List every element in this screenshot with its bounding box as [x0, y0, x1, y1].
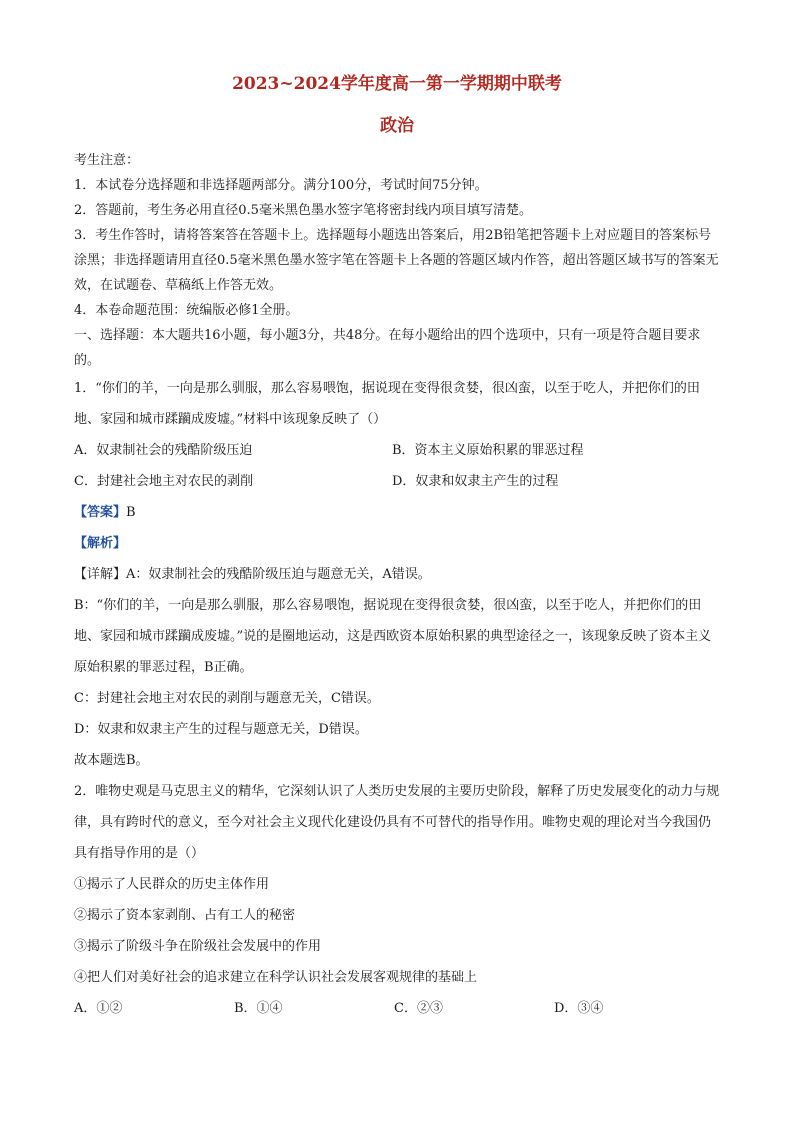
conclusion: 故本题选B。 [74, 753, 149, 768]
answer-line [74, 497, 720, 528]
notice-block [74, 148, 720, 373]
option-b: B．①④ [234, 1001, 283, 1016]
option-c: C．②③ [394, 1001, 443, 1016]
options-row [74, 993, 720, 1024]
notice-heading: 考生注意： [74, 153, 140, 168]
detail-tag: 【详解】 [74, 567, 127, 582]
detail-b: B：“你们的羊，一向是那么驯服，那么容易喂饱，据说现在变得很贪婪，很凶蛮，以至于吃人，并把你们的田地、家园和城市蹂躏成废墟。”说的是圈地运动，这是西欧资本原始积累的典型途径之一，该现象反映了资本主义原始积累的罪恶过程，B正确。 [74, 598, 712, 675]
analysis-line [74, 528, 720, 559]
detail-c: C：封建社会地主对农民的剥削与题意无关，C错误。 [74, 691, 380, 706]
option-a: A．奴隶制社会的残酷阶级压迫 [74, 443, 253, 458]
exam-title: 2023~2024学年度高一第一学期期中联考 [232, 74, 562, 94]
notice-item: 3．考生作答时，请将答案答在答题卡上。选择题每小题选出答案后，用2B铅笔把答题卡上对应题目的答案标号涂黑；非选择题请用直径0.5毫米黑色墨水签字笔在答题卡上各题的答题区域内作答，超出答题区域书写的答案无效，在试题卷、草稿纸上作答无效。 [74, 228, 719, 293]
notice-item: 2．答题前，考生务必用直径0.5毫米黑色墨水签字笔将密封线内项目填写清楚。 [74, 203, 532, 218]
question-2 [74, 776, 720, 1024]
notice-item: 4．本卷命题范围：统编版必修1全册。 [74, 303, 299, 318]
answer-value: B [126, 505, 136, 520]
question-stem: 1．“你们的羊，一向是那么驯服，那么容易喂饱，据说现在变得很贪婪，很凶蛮，以至于吃人，并把你们的田地、家园和城市蹂躏成废墟。”材料中该现象反映了（） [74, 381, 700, 427]
detail-d: D：奴隶和奴隶主产生的过程与题意无关，D错误。 [74, 722, 368, 737]
option-a: A．①② [74, 1001, 123, 1016]
statement-item: ②揭示了资本家剥削、占有工人的秘密 [74, 908, 296, 923]
statement-item: ①揭示了人民群众的历史主体作用 [74, 877, 270, 892]
option-b: B．资本主义原始积累的罪恶过程 [392, 443, 584, 458]
exam-subject: 政治 [380, 116, 414, 136]
question-stem: 2．唯物史观是马克思主义的精华，它深刻认识了人类历史发展的主要历史阶段，解释了历史发展变化的动力与规律，具有跨时代的意义，至今对社会主义现代化建设仍具有不可替代的指导作用。唯物史观的理论对当今我国仍具有指导作用的是（） [74, 784, 720, 861]
option-d: D．奴隶和奴隶主产生的过程 [392, 474, 559, 489]
question-1 [74, 373, 720, 776]
statement-item: ③揭示了阶级斗争在阶级社会发展中的作用 [74, 939, 322, 954]
statement-item: ④把人们对美好社会的追求建立在科学认识社会发展客观规律的基础上 [74, 970, 478, 985]
detail-a-text: A：奴隶制社会的残酷阶级压迫与题意无关，A错误。 [126, 567, 431, 582]
detail-a [74, 559, 720, 590]
answer-tag: 【答案】 [74, 505, 127, 520]
option-d: D．③④ [554, 1001, 604, 1016]
options-grid [74, 435, 720, 497]
notice-item: 1．本试卷分选择题和非选择题两部分。满分100分，考试时间75分钟。 [74, 178, 488, 193]
option-c: C．封建社会地主对农民的剥削 [74, 474, 253, 489]
analysis-tag: 【解析】 [74, 536, 127, 551]
section-heading: 一、选择题：本大题共16小题，每小题3分，共48分。在每小题给出的四个选项中，只有一项是符合题目要求的。 [74, 328, 701, 368]
